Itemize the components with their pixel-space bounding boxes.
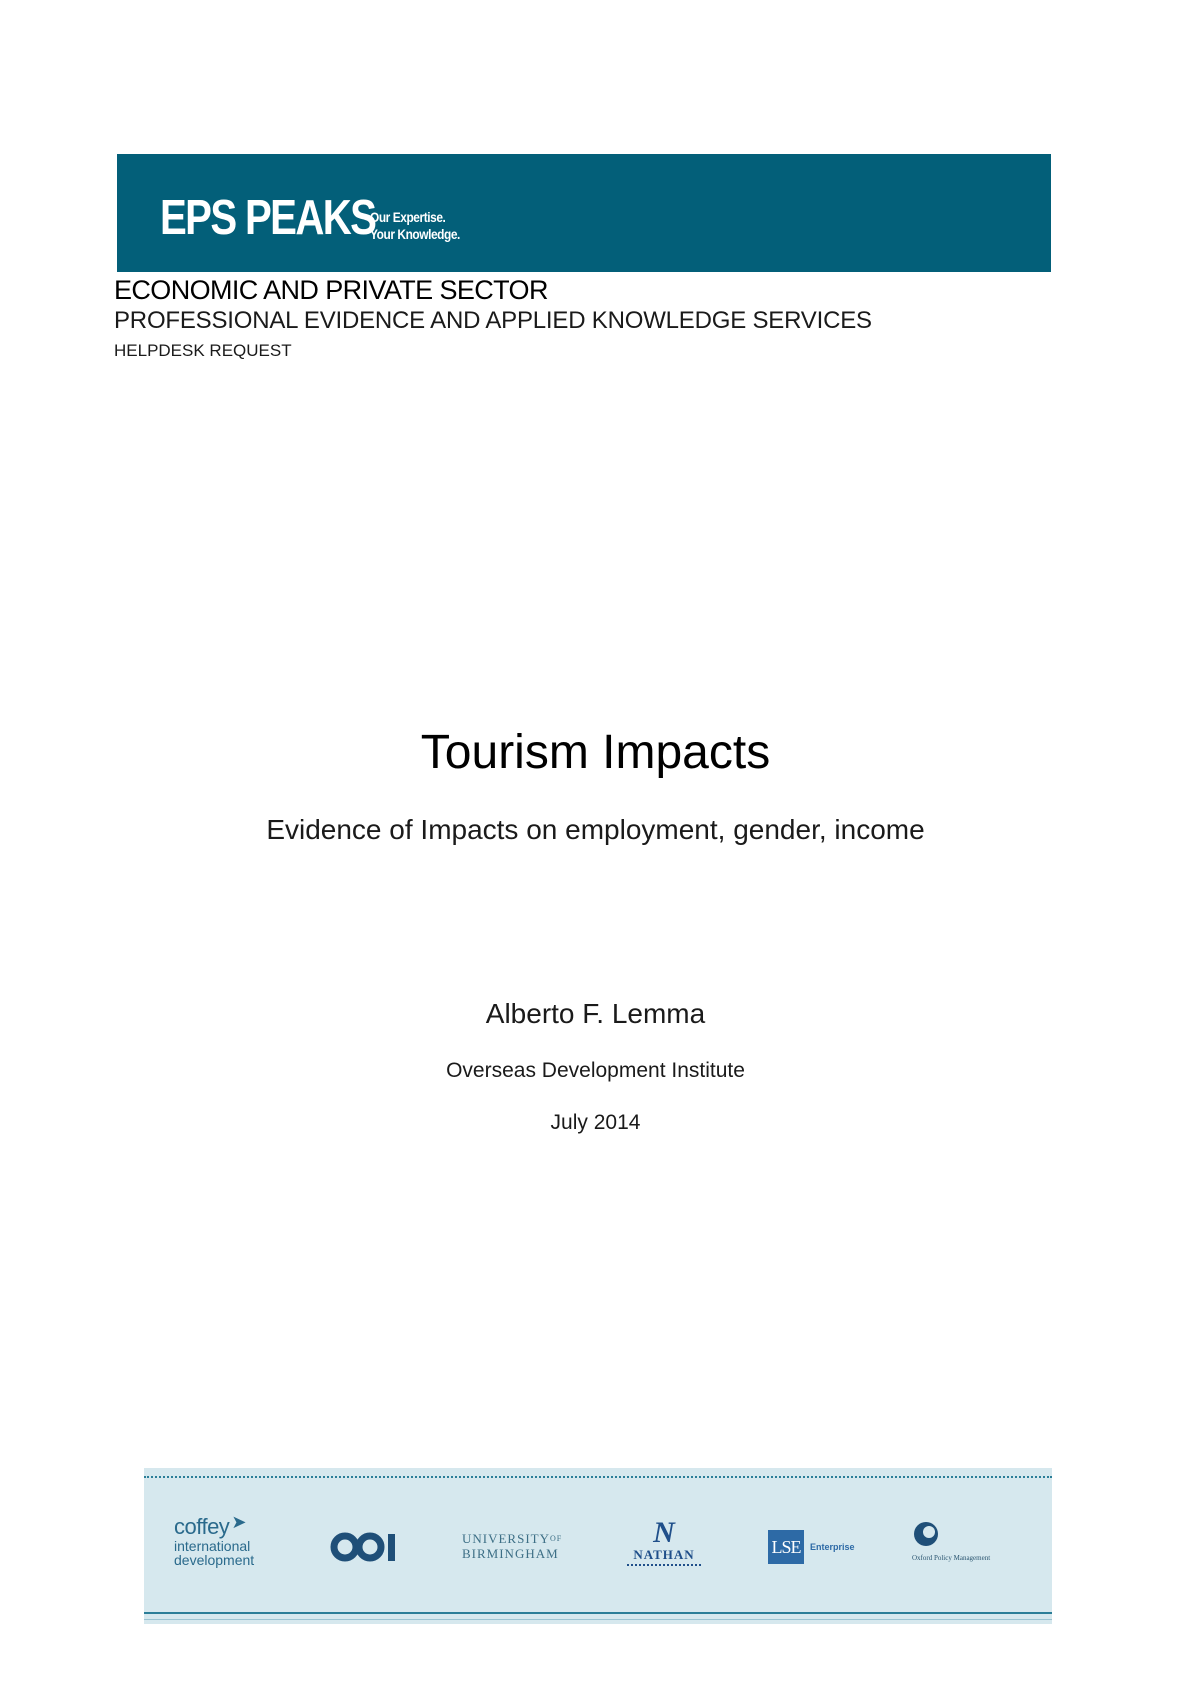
uob-line-2: BIRMINGHAM	[462, 1546, 559, 1561]
header-line-2: PROFESSIONAL EVIDENCE AND APPLIED KNOWLEDGE SERVICES	[114, 307, 872, 334]
uob-line-1: UNIVERSITY	[462, 1531, 550, 1546]
partner-logos-footer	[144, 1468, 1052, 1624]
footer-dotted-rule	[144, 1476, 1052, 1478]
document-author: Alberto F. Lemma	[485, 998, 706, 1029]
footer-rule	[144, 1612, 1052, 1614]
tagline-line-1: Our Expertise.	[370, 209, 446, 225]
footer-rule-thin	[144, 1619, 1052, 1620]
coffey-logo	[174, 1512, 255, 1568]
oxford-policy-management-logo	[912, 1520, 990, 1562]
opm-mark-icon	[912, 1520, 940, 1548]
coffey-name: coffey	[174, 1514, 230, 1539]
document-title: Tourism Impacts	[420, 726, 771, 779]
eps-peaks-banner	[117, 154, 1051, 272]
nathan-mark: N	[653, 1516, 675, 1549]
document-organisation: Overseas Development Institute	[446, 1059, 745, 1082]
lse-box: LSE	[768, 1530, 804, 1564]
odi-logo-mark	[330, 1530, 402, 1564]
university-of-birmingham-logo	[462, 1531, 562, 1561]
header-line-1: ECONOMIC AND PRIVATE SECTOR	[114, 275, 548, 305]
coffey-sub-1: international	[174, 1538, 251, 1554]
coffey-arrow-icon: ➤	[231, 1512, 247, 1532]
coffey-sub-2: development	[174, 1552, 255, 1568]
opm-name: Oxford Policy Management	[912, 1554, 991, 1562]
nathan-name: NATHAN	[633, 1547, 695, 1562]
odi-logo	[330, 1530, 402, 1569]
lse-enterprise-logo	[768, 1530, 855, 1564]
nathan-logo	[624, 1518, 704, 1569]
tagline-line-2: Your Knowledge.	[370, 226, 460, 242]
lse-enterprise-label: Enterprise	[810, 1542, 855, 1552]
document-date: July 2014	[550, 1111, 641, 1134]
nathan-subline	[627, 1564, 701, 1569]
brand-tagline	[370, 209, 460, 243]
brand-name: EPS PEAKS	[160, 191, 376, 245]
uob-of: OF	[550, 1534, 563, 1543]
eps-peaks-logo	[160, 192, 476, 244]
document-subtitle: Evidence of Impacts on employment, gender, income	[266, 814, 925, 845]
header-line-3: HELPDESK REQUEST	[114, 341, 292, 360]
header-block	[114, 274, 872, 362]
